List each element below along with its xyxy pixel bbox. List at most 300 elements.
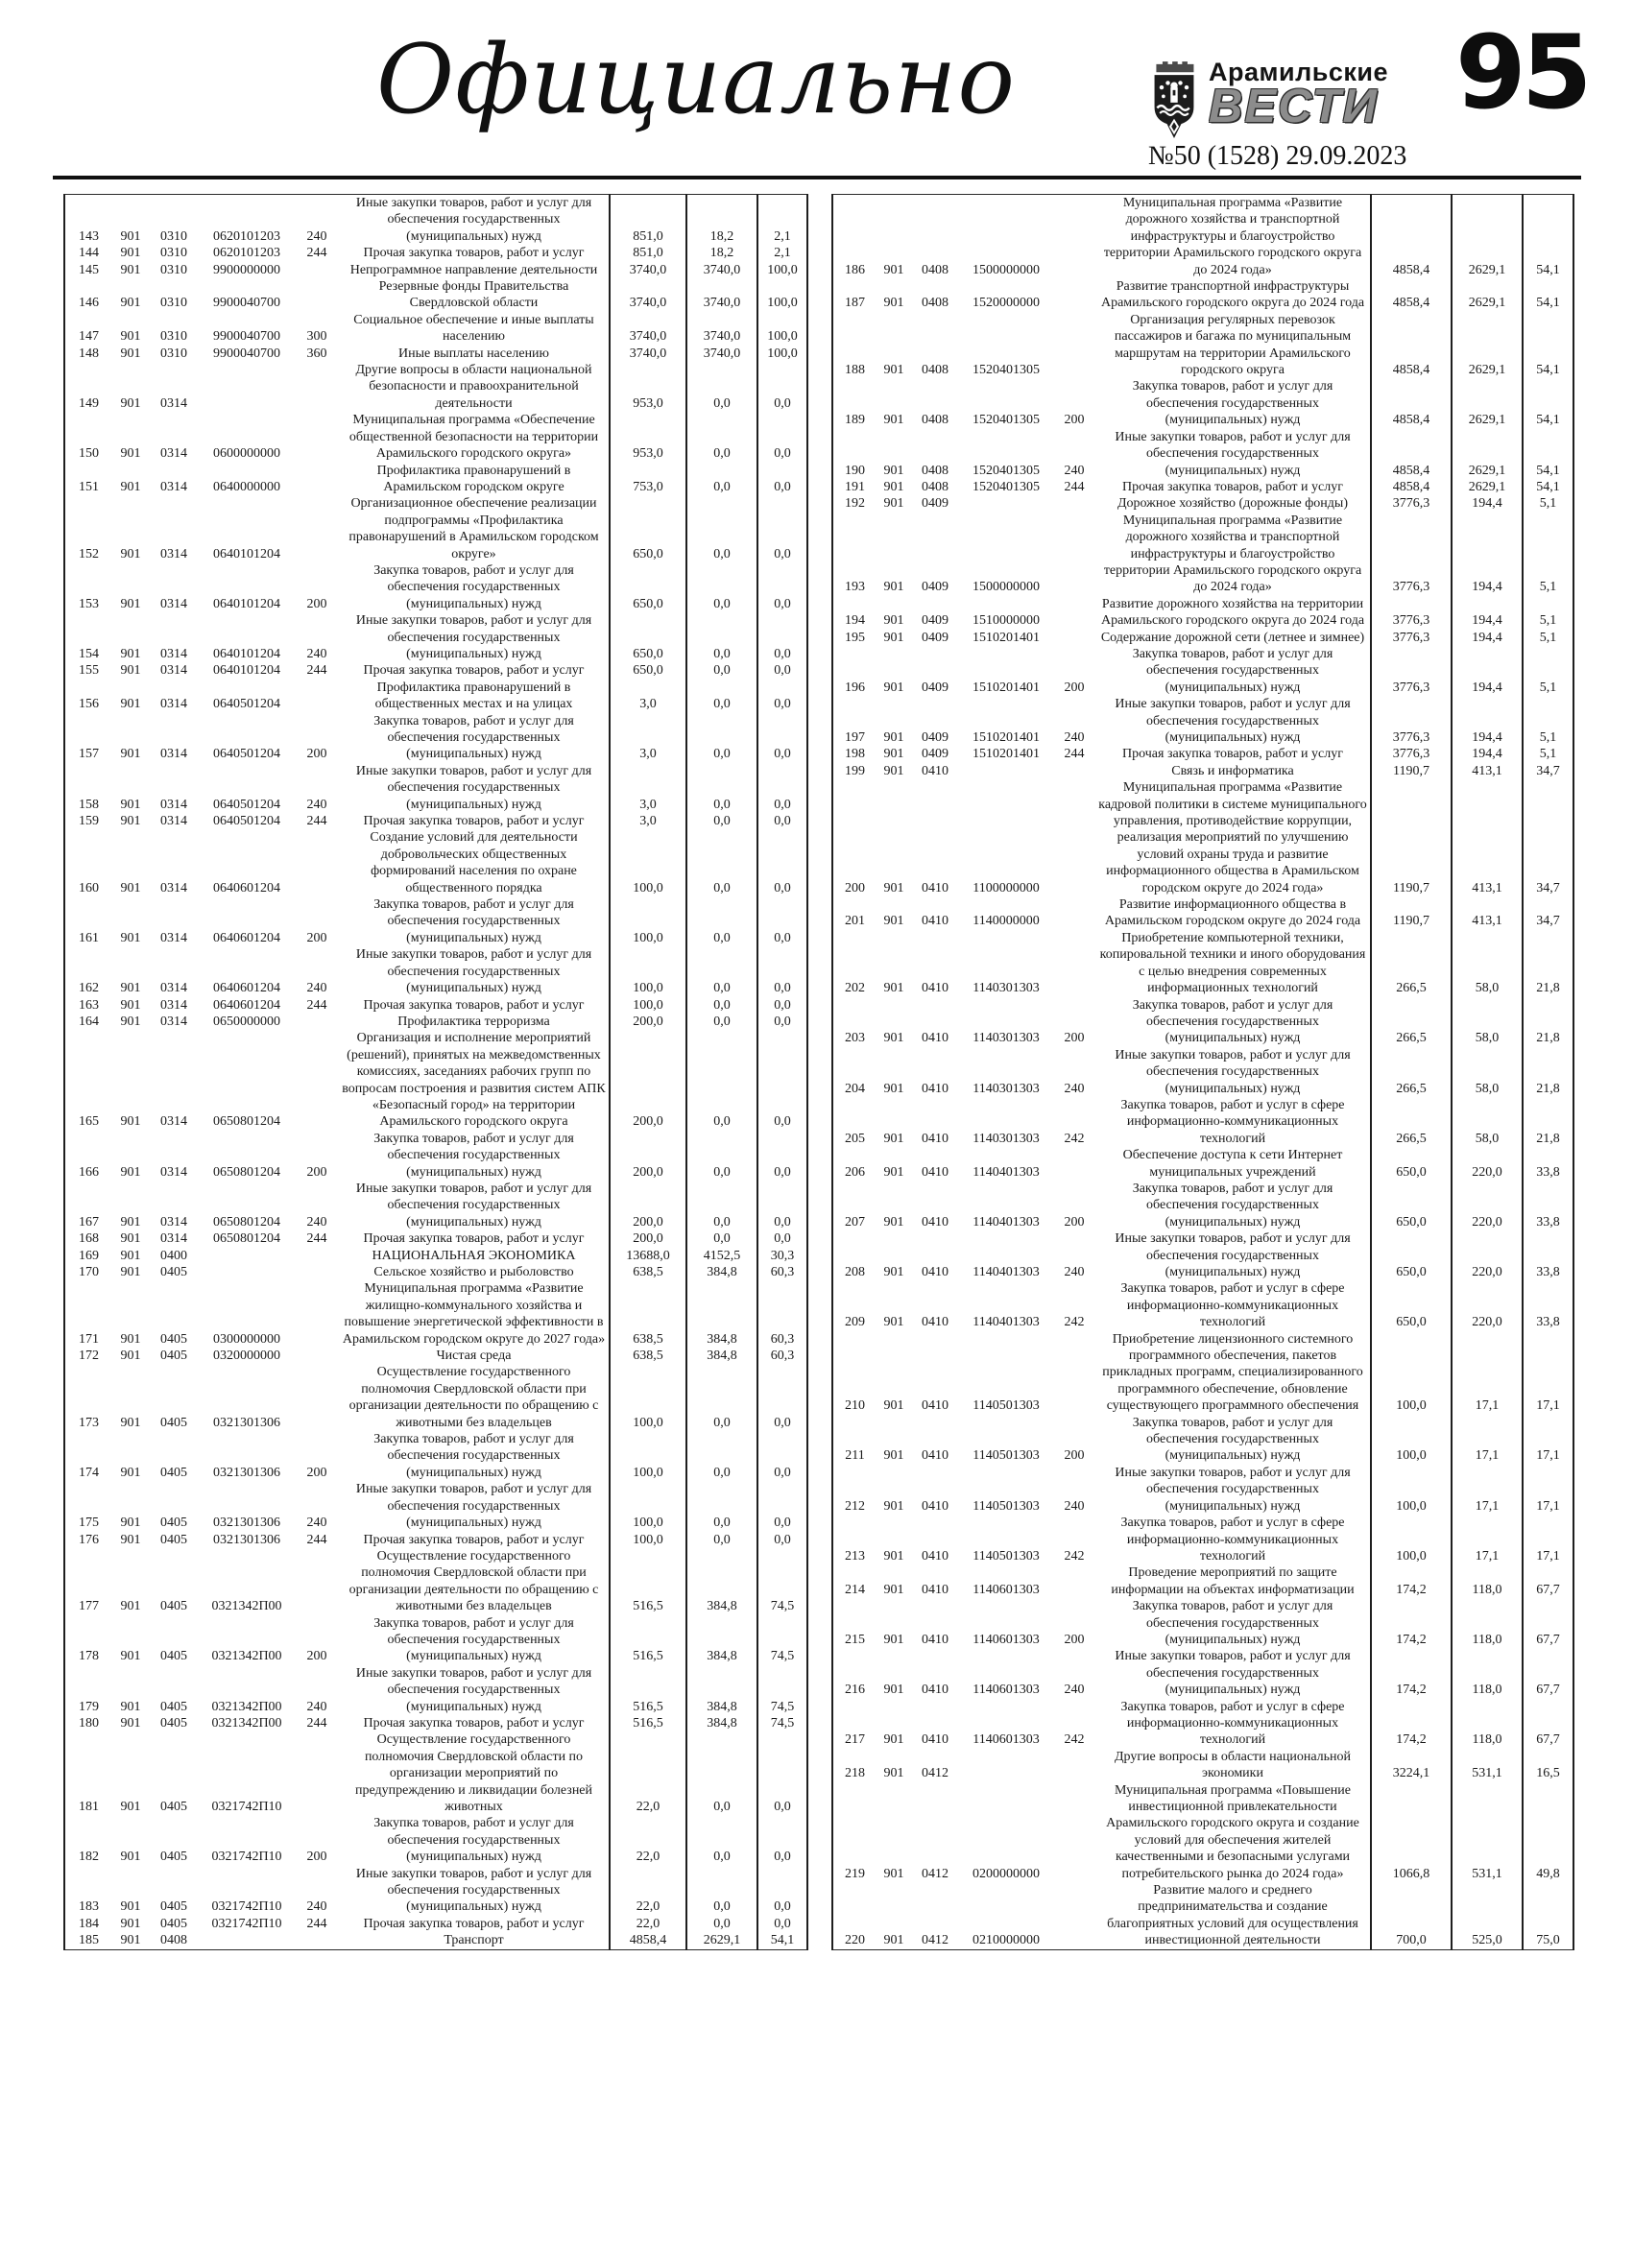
amount-executed: 531,1 (1452, 1782, 1523, 1882)
administrator-code: 901 (883, 1732, 904, 1748)
amount-plan: 4858,4 (1371, 378, 1452, 428)
amount-plan: 953,0 (610, 412, 686, 462)
amount-executed: 384,8 (686, 1280, 757, 1348)
administrator-code: 901 (120, 1532, 141, 1547)
row-number: 155 (64, 662, 112, 679)
expense-type-code: 200 (306, 1164, 327, 1180)
section-code: 0408 (922, 463, 949, 478)
budget-table-row (64, 1348, 807, 1364)
target-article-code: 1510201401 (973, 630, 1040, 645)
expense-name: Иные закупки товаров, работ и услуг для обеспечения государственных (муниципальных) нужд (1095, 429, 1371, 479)
row-number: 158 (64, 763, 112, 813)
expense-name: Создание условий для деятельности добровольческих общественных формирований населения по охране общественного порядка (339, 829, 610, 896)
amount-executed: 4152,5 (686, 1248, 757, 1264)
percent-executed: 0,0 (757, 1731, 807, 1815)
percent-executed: 75,0 (1523, 1882, 1573, 1949)
section-code: 0408 (922, 413, 949, 428)
amount-plan: 650,0 (610, 495, 686, 562)
percent-executed: 5,1 (1523, 630, 1573, 646)
row-number: 184 (64, 1916, 112, 1932)
budget-table-row (832, 646, 1573, 696)
administrator-code: 901 (120, 296, 141, 311)
budget-table-row (64, 1532, 807, 1548)
administrator-code: 901 (120, 1850, 141, 1865)
budget-table-row (832, 1749, 1573, 1782)
masthead-name-top: Арамильские (1209, 58, 1388, 86)
section-code: 0310 (160, 262, 187, 277)
section-code: 0310 (160, 246, 187, 261)
expense-type-code: 244 (306, 1532, 327, 1547)
percent-executed: 100,0 (757, 262, 807, 278)
expense-name: Иные закупки товаров, работ и услуг для обеспечения государственных (муниципальных) нужд (339, 195, 610, 246)
row-number: 212 (832, 1465, 877, 1515)
row-number: 205 (832, 1097, 877, 1147)
amount-plan: 100,0 (610, 1481, 686, 1531)
target-article-code (199, 1264, 295, 1280)
expense-name: Муниципальная программа «Повышение инвестиционной привлекательности Арамильского городского округа и создание условий для обеспечения жителей качественными и безопасными услугами потребительского рынка до 2024 года» (1095, 1782, 1371, 1882)
percent-executed: 100,0 (757, 278, 807, 312)
amount-plan: 100,0 (610, 1364, 686, 1431)
expense-type-code: 240 (1064, 1081, 1085, 1096)
amount-executed: 2629,1 (1452, 195, 1523, 279)
section-code: 0408 (922, 262, 949, 277)
expense-type-code (1053, 596, 1095, 630)
target-article-code: 1140501303 (973, 1398, 1040, 1414)
amount-plan: 266,5 (1371, 930, 1452, 997)
row-number: 209 (832, 1280, 877, 1330)
budget-table-row (64, 1364, 807, 1431)
percent-executed: 17,1 (1523, 1415, 1573, 1465)
amount-plan: 3776,3 (1371, 630, 1452, 646)
amount-executed: 384,8 (686, 1615, 757, 1665)
expense-type-code: 200 (306, 1465, 327, 1480)
section-code: 0405 (160, 1800, 187, 1814)
expense-name: Содержание дорожной сети (летнее и зимнее) (1095, 630, 1371, 646)
target-article-code: 1140301303 (973, 1031, 1040, 1046)
amount-executed: 0,0 (686, 763, 757, 813)
target-article-code: 1140301303 (973, 981, 1040, 996)
amount-plan: 4858,4 (1371, 312, 1452, 379)
section-code: 0314 (160, 546, 187, 561)
percent-executed: 0,0 (757, 680, 807, 713)
target-article-code: 1140401303 (973, 1164, 1040, 1180)
row-number: 194 (832, 596, 877, 630)
administrator-code: 901 (883, 747, 904, 762)
percent-executed: 67,7 (1523, 1564, 1573, 1598)
row-number: 170 (64, 1264, 112, 1280)
administrator-code: 901 (120, 814, 141, 829)
target-article-code: 0321742П10 (211, 1850, 282, 1865)
row-number: 154 (64, 612, 112, 662)
administrator-code: 901 (883, 262, 904, 277)
amount-plan: 516,5 (610, 1548, 686, 1615)
amount-plan: 753,0 (610, 463, 686, 496)
row-number: 146 (64, 278, 112, 312)
amount-plan: 650,0 (1371, 1147, 1452, 1181)
administrator-code: 901 (883, 1315, 904, 1330)
budget-table-row (64, 829, 807, 896)
section-code: 0405 (160, 1465, 187, 1480)
administrator-code: 901 (120, 1933, 141, 1948)
target-article-code: 0620101203 (213, 228, 280, 244)
section-code: 0405 (160, 1850, 187, 1865)
budget-table-row (64, 495, 807, 562)
target-article-code (959, 763, 1053, 779)
row-number: 162 (64, 946, 112, 996)
amount-plan: 22,0 (610, 1866, 686, 1916)
expense-type-code (295, 262, 339, 278)
expense-type-code: 360 (306, 346, 327, 361)
budget-table-row (832, 195, 1573, 279)
administrator-code: 901 (120, 981, 141, 996)
administrator-code: 901 (120, 697, 141, 712)
percent-executed: 0,0 (757, 1131, 807, 1181)
amount-plan: 266,5 (1371, 1047, 1452, 1097)
row-number: 219 (832, 1782, 877, 1882)
row-number: 214 (832, 1564, 877, 1598)
section-code: 0405 (160, 1715, 187, 1731)
newspaper-masthead (1149, 60, 1388, 142)
target-article-code: 1500000000 (973, 580, 1040, 595)
expense-name: Иные закупки товаров, работ и услуг для обеспечения государственных (муниципальных) нужд (1095, 1230, 1371, 1280)
expense-type-code (295, 1364, 339, 1431)
row-number: 204 (832, 1047, 877, 1097)
row-number: 182 (64, 1815, 112, 1865)
expense-name: Проведение мероприятий по защите информации на объектах информатизации (1095, 1564, 1371, 1598)
amount-plan: 100,0 (610, 896, 686, 946)
row-number: 199 (832, 763, 877, 779)
amount-executed: 0,0 (686, 1731, 757, 1815)
amount-executed: 0,0 (686, 946, 757, 996)
administrator-code: 901 (883, 630, 904, 645)
amount-plan: 516,5 (610, 1715, 686, 1731)
administrator-code: 901 (120, 1649, 141, 1664)
administrator-code: 901 (883, 463, 904, 478)
budget-table-row (832, 378, 1573, 428)
amount-plan: 3,0 (610, 763, 686, 813)
row-number: 197 (832, 696, 877, 746)
section-code: 0410 (922, 1081, 949, 1096)
expense-type-code (1053, 1331, 1095, 1415)
target-article-code (199, 1248, 295, 1264)
expense-name: Закупка товаров, работ и услуг для обеспечения государственных (муниципальных) нужд (1095, 1181, 1371, 1230)
expense-type-code: 244 (306, 1916, 327, 1931)
percent-executed: 74,5 (757, 1715, 807, 1731)
administrator-code: 901 (120, 395, 141, 411)
budget-table-row (832, 1648, 1573, 1698)
budget-table-row (64, 1548, 807, 1615)
administrator-code: 901 (120, 596, 141, 611)
masthead-name-bottom: ВЕСТИ (1209, 81, 1379, 132)
row-number: 148 (64, 346, 112, 362)
target-article-code: 1140601303 (973, 1683, 1040, 1698)
row-number: 176 (64, 1532, 112, 1548)
amount-executed: 17,1 (1452, 1415, 1523, 1465)
administrator-code: 901 (120, 1214, 141, 1229)
target-article-code: 0650801204 (213, 1231, 280, 1247)
target-article-code: 0640601204 (213, 880, 280, 895)
expense-name: Осуществление государственного полномочия Свердловской области при организации деятельности по обращению с животными без владельцев (339, 1364, 610, 1431)
expense-type-code: 200 (1064, 1632, 1085, 1647)
target-article-code: 0620101203 (213, 246, 280, 261)
amount-plan: 4858,4 (1371, 195, 1452, 279)
expense-name: Обеспечение доступа к сети Интернет муниципальных учреждений (1095, 1147, 1371, 1181)
administrator-code: 901 (883, 1164, 904, 1180)
expense-name: Организация регулярных перевозок пассажиров и багажа по муниципальным маршрутам на территории Арамильского городского округа (1095, 312, 1371, 379)
expense-type-code (1053, 630, 1095, 646)
percent-executed: 0,0 (757, 946, 807, 996)
amount-executed: 413,1 (1452, 763, 1523, 779)
amount-executed: 384,8 (686, 1665, 757, 1715)
administrator-code: 901 (883, 363, 904, 378)
row-number: 213 (832, 1515, 877, 1564)
amount-plan: 1066,8 (1371, 1782, 1452, 1882)
percent-executed: 0,0 (757, 1481, 807, 1531)
budget-table-row (64, 245, 807, 261)
amount-executed: 0,0 (686, 1181, 757, 1230)
row-number: 207 (832, 1181, 877, 1230)
expense-name: Закупка товаров, работ и услуг для обеспечения государственных (муниципальных) нужд (339, 1431, 610, 1481)
expense-name: Прочая закупка товаров, работ и услуг (339, 1230, 610, 1247)
percent-executed: 17,1 (1523, 1465, 1573, 1515)
expense-type-code: 240 (306, 228, 327, 244)
target-article-code: 1140601303 (973, 1582, 1040, 1597)
amount-executed: 220,0 (1452, 1280, 1523, 1330)
percent-executed: 54,1 (1523, 378, 1573, 428)
amount-plan: 3776,3 (1371, 513, 1452, 596)
target-article-code: 1140601303 (973, 1732, 1040, 1748)
section-code: 0314 (160, 697, 187, 712)
amount-executed: 17,1 (1452, 1515, 1523, 1564)
budget-table-row (64, 1731, 807, 1815)
amount-plan: 100,0 (610, 829, 686, 896)
administrator-code: 901 (120, 1916, 141, 1931)
section-code: 0405 (160, 1349, 187, 1364)
budget-table-row (64, 1264, 807, 1280)
expense-name: Развитие дорожного хозяйства на территории Арамильского городского округа до 2024 года (1095, 596, 1371, 630)
expense-type-code (295, 1030, 339, 1130)
budget-table-row (64, 1280, 807, 1348)
header-divider-rule (53, 176, 1581, 179)
amount-executed: 0,0 (686, 1230, 757, 1247)
amount-plan: 4858,4 (1371, 429, 1452, 479)
row-number: 202 (832, 930, 877, 997)
section-code: 0405 (160, 1916, 187, 1931)
amount-executed: 58,0 (1452, 930, 1523, 997)
expense-type-code: 244 (1064, 479, 1085, 494)
percent-executed: 0,0 (757, 612, 807, 662)
administrator-code: 901 (120, 880, 141, 895)
expense-name: Муниципальная программа «Развитие дорожного хозяйства и транспортной инфраструктуры и благоустройство территории Арамильского городского округа до 2024 года» (1095, 513, 1371, 596)
target-article-code: 0640501204 (213, 747, 280, 762)
target-article-code: 0200000000 (973, 1866, 1040, 1881)
row-number: 149 (64, 362, 112, 412)
percent-executed: 0,0 (757, 1866, 807, 1916)
administrator-code: 901 (883, 1632, 904, 1647)
expense-type-code: 240 (306, 981, 327, 996)
percent-executed: 100,0 (757, 312, 807, 346)
expense-name: Прочая закупка товаров, работ и услуг (339, 1715, 610, 1731)
budget-table-row (832, 696, 1573, 746)
budget-table-row (64, 562, 807, 612)
expense-name: Профилактика терроризма (339, 1014, 610, 1030)
expense-name: Закупка товаров, работ и услуг для обеспечения государственных (муниципальных) нужд (1095, 378, 1371, 428)
amount-executed: 17,1 (1452, 1465, 1523, 1515)
amount-executed: 384,8 (686, 1715, 757, 1731)
administrator-code: 901 (883, 1866, 904, 1881)
target-article-code: 1140301303 (973, 1081, 1040, 1096)
percent-executed: 34,7 (1523, 896, 1573, 930)
row-number: 143 (64, 195, 112, 246)
expense-type-code (295, 278, 339, 312)
administrator-code: 901 (120, 1265, 141, 1279)
amount-executed: 384,8 (686, 1348, 757, 1364)
administrator-code: 901 (883, 1031, 904, 1046)
amount-executed: 0,0 (686, 495, 757, 562)
expense-type-code (295, 412, 339, 462)
expense-name: Прочая закупка товаров, работ и услуг (1095, 746, 1371, 762)
amount-plan: 650,0 (610, 612, 686, 662)
administrator-code: 901 (120, 228, 141, 244)
row-number: 163 (64, 997, 112, 1014)
percent-executed: 74,5 (757, 1665, 807, 1715)
amount-executed: 194,4 (1452, 495, 1523, 512)
administrator-code: 901 (883, 1448, 904, 1464)
budget-table-row (64, 612, 807, 662)
budget-table-row (64, 946, 807, 996)
amount-executed: 0,0 (686, 1014, 757, 1030)
row-number: 211 (832, 1415, 877, 1465)
budget-table-row (64, 278, 807, 312)
amount-executed: 220,0 (1452, 1230, 1523, 1280)
section-code: 0405 (160, 1899, 187, 1915)
percent-executed: 0,0 (757, 495, 807, 562)
section-code: 0408 (160, 1933, 187, 1948)
administrator-code: 901 (883, 296, 904, 311)
administrator-code: 901 (120, 446, 141, 462)
administrator-code: 901 (883, 1265, 904, 1279)
expense-type-code: 200 (1064, 1214, 1085, 1229)
target-article-code: 1140301303 (973, 1131, 1040, 1146)
amount-plan: 1190,7 (1371, 896, 1452, 930)
expense-name: Закупка товаров, работ и услуг для обеспечения государственных (муниципальных) нужд (339, 562, 610, 612)
section-code: 0405 (160, 1516, 187, 1531)
expense-name: Осуществление государственного полномочия Свердловской области по организации мероприятий по предупреждению и ликвидации болезней животных (339, 1731, 610, 1815)
expense-name: Иные закупки товаров, работ и услуг для обеспечения государственных (муниципальных) нужд (339, 1181, 610, 1230)
row-number: 210 (832, 1331, 877, 1415)
row-number: 145 (64, 262, 112, 278)
section-code: 0314 (160, 997, 187, 1013)
row-number: 147 (64, 312, 112, 346)
budget-table-row (64, 1615, 807, 1665)
budget-table-row (832, 746, 1573, 762)
amount-plan: 700,0 (1371, 1882, 1452, 1949)
expense-type-code (1053, 779, 1095, 896)
section-code: 0410 (922, 1315, 949, 1330)
amount-executed: 18,2 (686, 195, 757, 246)
row-number: 157 (64, 713, 112, 763)
budget-table-row (832, 1782, 1573, 1882)
percent-executed: 0,0 (757, 1431, 807, 1481)
percent-executed: 54,1 (1523, 479, 1573, 495)
expense-type-code: 240 (306, 1516, 327, 1531)
expense-type-code (1053, 513, 1095, 596)
expense-type-code (1053, 1782, 1095, 1882)
section-code: 0314 (160, 446, 187, 462)
amount-executed: 0,0 (686, 1030, 757, 1130)
budget-table-row (832, 1465, 1573, 1515)
target-article-code: 9900040700 (213, 346, 280, 361)
target-article-code: 0640101204 (213, 646, 280, 661)
section-code: 0314 (160, 1214, 187, 1229)
expense-name: Профилактика правонарушений в общественных местах и на улицах (339, 680, 610, 713)
section-code: 0405 (160, 1599, 187, 1614)
percent-executed: 60,3 (757, 1280, 807, 1348)
administrator-code: 901 (883, 479, 904, 494)
budget-table-row (64, 312, 807, 346)
expense-type-code (295, 1280, 339, 1348)
amount-executed: 413,1 (1452, 779, 1523, 896)
percent-executed: 21,8 (1523, 1047, 1573, 1097)
amount-plan: 3740,0 (610, 312, 686, 346)
amount-executed: 118,0 (1452, 1564, 1523, 1598)
amount-executed: 0,0 (686, 412, 757, 462)
expense-name: Закупка товаров, работ и услуг для обеспечения государственных (муниципальных) нужд (339, 896, 610, 946)
expense-type-code: 240 (306, 1214, 327, 1229)
expense-name: Иные закупки товаров, работ и услуг для обеспечения государственных (муниципальных) нужд (339, 1481, 610, 1531)
expense-name: Иные закупки товаров, работ и услуг для обеспечения государственных (муниципальных) нужд (1095, 1648, 1371, 1698)
budget-table-row (64, 1715, 807, 1731)
amount-executed: 58,0 (1452, 1097, 1523, 1147)
amount-plan: 638,5 (610, 1280, 686, 1348)
row-number: 181 (64, 1731, 112, 1815)
row-number: 198 (832, 746, 877, 762)
amount-executed: 58,0 (1452, 997, 1523, 1047)
expense-name: Иные закупки товаров, работ и услуг для обеспечения государственных (муниципальных) нужд (339, 763, 610, 813)
amount-plan: 200,0 (610, 1030, 686, 1130)
administrator-code: 901 (120, 930, 141, 945)
amount-executed: 58,0 (1452, 1047, 1523, 1097)
expense-name: Иные закупки товаров, работ и услуг для обеспечения государственных (муниципальных) нужд (339, 1665, 610, 1715)
target-article-code: 1520000000 (973, 296, 1040, 311)
percent-executed: 67,7 (1523, 1648, 1573, 1698)
row-number: 178 (64, 1615, 112, 1665)
administrator-code: 901 (120, 1415, 141, 1430)
percent-executed: 5,1 (1523, 696, 1573, 746)
percent-executed: 5,1 (1523, 513, 1573, 596)
percent-executed: 54,1 (1523, 278, 1573, 312)
row-number: 166 (64, 1131, 112, 1181)
amount-plan: 638,5 (610, 1264, 686, 1280)
administrator-code: 901 (883, 1683, 904, 1698)
percent-executed: 21,8 (1523, 997, 1573, 1047)
target-article-code: 1510201401 (973, 747, 1040, 762)
amount-executed: 194,4 (1452, 596, 1523, 630)
expense-type-code: 240 (306, 646, 327, 661)
target-article-code: 0321301306 (213, 1415, 280, 1430)
expense-type-code: 200 (306, 1649, 327, 1664)
section-code: 0410 (922, 914, 949, 929)
target-article-code: 1140401303 (973, 1315, 1040, 1330)
row-number: 171 (64, 1280, 112, 1348)
amount-plan: 100,0 (1371, 1465, 1452, 1515)
expense-type-code: 244 (306, 246, 327, 261)
budget-table-row (832, 1598, 1573, 1648)
administrator-code: 901 (883, 1498, 904, 1514)
budget-table-row (64, 813, 807, 829)
section-code: 0410 (922, 1498, 949, 1514)
target-article-code: 0321342П00 (211, 1715, 282, 1731)
